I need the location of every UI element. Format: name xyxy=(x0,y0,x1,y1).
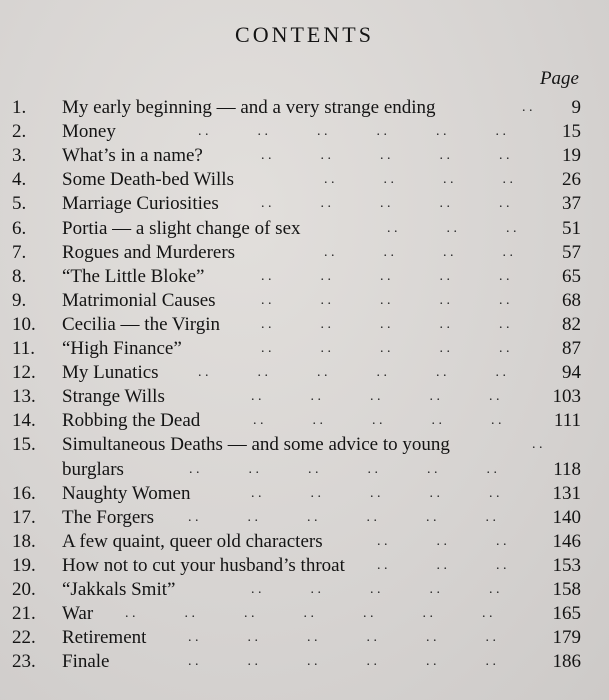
entry-number: 17. xyxy=(12,506,36,528)
entry-number: 20. xyxy=(12,579,36,600)
page-title: CONTENTS xyxy=(235,22,374,47)
toc-entry xyxy=(0,265,609,289)
toc-entry xyxy=(0,217,609,241)
entry-page: 19 xyxy=(562,145,581,167)
entry-title: The Forgers xyxy=(62,506,154,528)
dot-leader: . . . . . . . . xyxy=(324,244,513,260)
toc-entry xyxy=(0,313,609,337)
dot-leader: . . . . . . . . . . xyxy=(251,582,500,597)
entry-page: 37 xyxy=(562,193,581,215)
toc-entry xyxy=(0,96,609,120)
dot-leader: . . . . . . . . . . xyxy=(261,148,510,164)
entry-page: 165 xyxy=(552,603,581,625)
entry-title: Finale xyxy=(62,651,110,673)
entry-title: My Lunatics xyxy=(62,362,159,384)
entry-number: 4. xyxy=(12,169,27,191)
dot-leader: . . . . . . xyxy=(377,533,507,549)
entry-title: Robbing the Dead xyxy=(62,410,201,432)
toc-entry xyxy=(0,626,609,650)
toc-entry xyxy=(0,602,609,626)
entry-page: 146 xyxy=(552,530,581,552)
toc-entry xyxy=(0,433,609,457)
entry-number: 9. xyxy=(12,289,27,311)
toc-entry xyxy=(0,578,609,602)
entry-number: 5. xyxy=(12,193,27,215)
entry-number: 18. xyxy=(12,530,36,552)
entry-page: 103 xyxy=(552,386,581,408)
toc-entry xyxy=(0,144,609,168)
entry-page: 15 xyxy=(562,121,581,143)
entry-page: 68 xyxy=(562,289,581,311)
dot-leader: . . . . . . . . . . . . xyxy=(188,654,496,670)
entry-number: 1. xyxy=(12,97,27,118)
toc-entry xyxy=(0,458,609,482)
entry-number: 8. xyxy=(12,265,27,287)
dot-leader: . . . . . . xyxy=(387,220,517,236)
entry-page: 82 xyxy=(562,313,581,335)
dot-leader: . . . . . . xyxy=(377,557,507,573)
entry-page: 118 xyxy=(553,458,581,480)
entry-page: 9 xyxy=(571,97,581,118)
entry-title: Simultaneous Deaths — and some advice to young xyxy=(62,434,450,456)
entry-page: 179 xyxy=(552,627,581,649)
entry-page: 158 xyxy=(552,579,581,600)
entry-page: 111 xyxy=(553,410,581,432)
toc-entry xyxy=(0,554,609,578)
entry-title: “Jakkals Smit” xyxy=(62,579,176,600)
entry-number: 11. xyxy=(12,338,36,359)
entry-title: “High Finance” xyxy=(62,338,182,359)
dot-leader: . . . . . . . . . . xyxy=(261,316,510,332)
entry-title: burglars xyxy=(62,458,124,480)
entry-title: Marriage Curiosities xyxy=(62,193,219,215)
toc-entry xyxy=(0,241,609,265)
toc-entry xyxy=(0,289,609,313)
entry-title: Portia — a slight change of sex xyxy=(62,217,301,239)
entry-number: 19. xyxy=(12,554,36,576)
dot-leader: . . . . . . . . . . . . xyxy=(198,365,506,381)
entry-title: Naughty Women xyxy=(62,482,191,504)
dot-leader: . . . . . . . . . . . . xyxy=(198,124,506,140)
dot-leader: . . . . . . . . . . xyxy=(253,413,502,429)
entry-title: Some Death-bed Wills xyxy=(62,169,234,191)
entry-title: What’s in a name? xyxy=(62,145,203,167)
toc-entry xyxy=(0,409,609,433)
entry-page: 153 xyxy=(552,554,581,576)
entry-title: A few quaint, queer old characters xyxy=(62,530,323,552)
entry-number: 15. xyxy=(12,434,36,456)
dot-leader: . . . . . . . . . . xyxy=(251,485,500,501)
entry-title: Money xyxy=(62,121,116,143)
toc-entry xyxy=(0,120,609,144)
entry-number: 16. xyxy=(12,482,36,504)
entry-title: Rogues and Murderers xyxy=(62,241,236,263)
entry-page: 26 xyxy=(562,169,581,191)
dot-leader: . . xyxy=(532,437,543,453)
dot-leader: . . . . . . . . . . . . xyxy=(188,630,496,646)
entry-title: Cecilia — the Virgin xyxy=(62,313,221,335)
entry-page: 140 xyxy=(552,506,581,528)
toc-entry xyxy=(0,337,609,361)
entry-page: 131 xyxy=(552,482,581,504)
entry-number: 6. xyxy=(12,217,27,239)
dot-leader: . . . . . . . . . . . . xyxy=(188,509,496,525)
entry-page: 51 xyxy=(562,217,581,239)
entry-page: 87 xyxy=(562,338,581,359)
toc-entry xyxy=(0,482,609,506)
entry-number: 22. xyxy=(12,627,36,649)
entry-number: 10. xyxy=(12,313,36,335)
entry-number: 13. xyxy=(12,386,36,408)
dot-leader: . . . . . . . . . . xyxy=(261,196,510,212)
entry-title: My early beginning — and a very strange ending xyxy=(62,97,436,118)
entry-title: War xyxy=(62,603,94,625)
dot-leader: . . . . . . . . . . . . xyxy=(189,461,497,477)
dot-leader: . . . . . . . . xyxy=(324,172,513,188)
dot-leader: . . xyxy=(522,100,533,115)
dot-leader: . . . . . . . . . . xyxy=(261,292,510,308)
entry-title: Strange Wills xyxy=(62,386,165,408)
entry-number: 23. xyxy=(12,651,36,673)
entry-page: 94 xyxy=(562,362,581,384)
entry-number: 21. xyxy=(12,603,36,625)
toc-entry xyxy=(0,361,609,385)
entry-page: 57 xyxy=(562,241,581,263)
entry-page: 186 xyxy=(552,651,581,673)
toc-entry xyxy=(0,385,609,409)
dot-leader: . . . . . . . . . . xyxy=(251,389,500,405)
entry-number: 2. xyxy=(12,121,27,143)
entry-title: Matrimonial Causes xyxy=(62,289,216,311)
dot-leader: . . . . . . . . . . xyxy=(261,341,510,356)
page-column-label: Page xyxy=(539,68,579,89)
entry-number: 3. xyxy=(12,145,27,167)
toc-entry xyxy=(0,506,609,530)
dot-leader: . . . . . . . . . . . . . . xyxy=(125,606,493,622)
dot-leader: . . . . . . . . . . xyxy=(261,268,510,284)
entry-number: 14. xyxy=(12,410,36,432)
entry-title: How not to cut your husband’s throat xyxy=(62,554,345,576)
entry-title: Retirement xyxy=(62,627,147,649)
toc-entry xyxy=(0,650,609,674)
toc-entry xyxy=(0,192,609,216)
entry-number: 12. xyxy=(12,362,36,384)
toc-entry xyxy=(0,168,609,192)
entry-number: 7. xyxy=(12,241,27,263)
entry-page: 65 xyxy=(562,265,581,287)
entry-title: “The Little Bloke” xyxy=(62,265,205,287)
toc-entry xyxy=(0,530,609,554)
